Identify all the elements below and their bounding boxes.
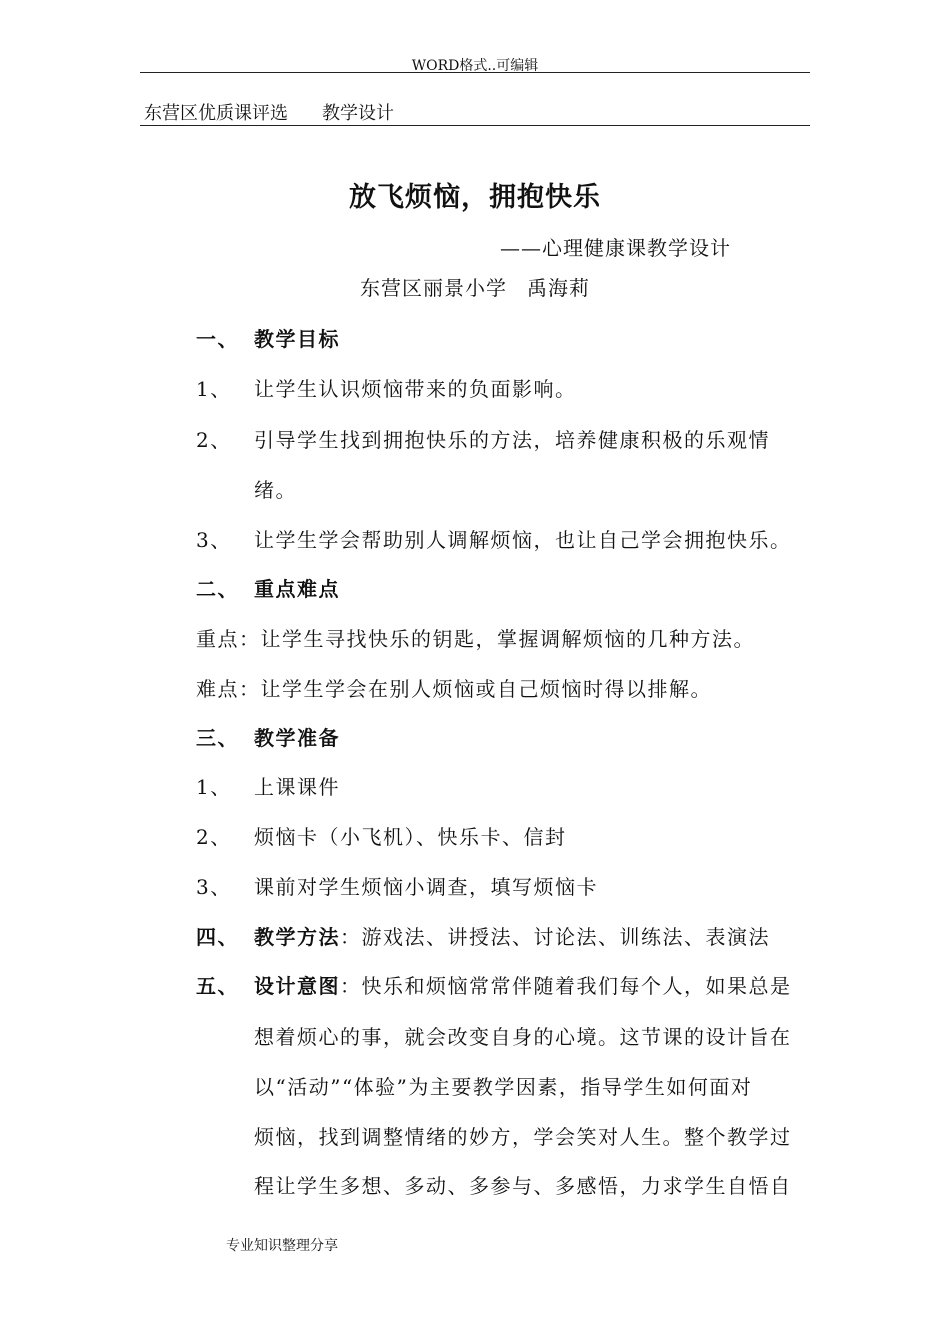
doc-type-label: 教学设计 [322,103,394,124]
section-4-line [254,921,770,950]
section-5-line [254,970,792,999]
header-rule-top [140,72,810,73]
list-item-text: 引导学生找到拥抱快乐的方法，培养健康积极的乐观情 [254,428,770,452]
key-point-text: 重点：让学生寻找快乐的钥匙，掌握调解烦恼的几种方法。 [196,627,755,651]
section-3-heading: 教学准备 [254,726,340,750]
competition-label: 东营区优质课评选 [144,103,288,124]
section-1-number: 一、 [196,327,239,351]
sub-header [144,99,428,125]
list-item-text: 烦恼卡（小飞机）、快乐卡、信封 [254,825,567,849]
page-header-note: WORD格式..可编辑 [411,58,539,74]
paragraph-line: ：快乐和烦恼常常伴随着我们每个人，如果总是 [340,974,792,998]
paragraph-line: 程让学生多想、多动、多参与、多感悟，力求学生自悟自 [254,1174,792,1198]
author-school: 东营区丽景小学 [360,276,507,300]
section-2-heading: 重点难点 [254,577,340,601]
list-item-text: 让学生学会帮助别人调解烦恼，也让自己学会拥抱快乐。 [254,528,792,552]
list-item-text: 课前对学生烦恼小调查，填写烦恼卡 [254,875,598,899]
difficult-point-text: 难点：让学生学会在别人烦恼或自己烦恼时得以排解。 [196,677,712,701]
paragraph-line: 烦恼，找到调整情绪的妙方，学会笑对人生。整个教学过 [254,1125,792,1149]
document-title: 放飞烦恼，拥抱快乐 [349,182,601,213]
author-name: 禹海莉 [527,276,590,300]
section-4-text: ：游戏法、讲授法、讨论法、训练法、表演法 [340,925,770,949]
section-1-heading: 教学目标 [254,327,340,351]
list-item-text: 上课课件 [254,775,340,799]
list-item-continuation: 绪。 [254,478,297,502]
list-item-number: 2、 [196,825,232,849]
section-4-number: 四、 [196,925,239,949]
document-subtitle: ——心理健康课教学设计 [500,236,731,260]
section-5-number: 五、 [196,974,239,998]
list-item-number: 3、 [196,875,232,899]
paragraph-line: 想着烦心的事，就会改变自身的心境。这节课的设计旨在 [254,1025,792,1049]
page-footer: 专业知识整理分享 [226,1238,338,1254]
section-2-number: 二、 [196,577,239,601]
section-4-heading: 教学方法 [254,925,340,949]
author-line [0,272,950,301]
section-3-number: 三、 [196,726,239,750]
list-item-text: 让学生认识烦恼带来的负面影响。 [254,377,577,401]
section-5-heading: 设计意图 [254,974,340,998]
list-item-number: 3、 [196,528,232,552]
paragraph-line: 以“活动”“体验”为主要教学因素，指导学生如何面对 [254,1075,753,1099]
header-rule-bottom [140,125,810,126]
list-item-number: 1、 [196,377,232,401]
list-item-number: 2、 [196,428,232,452]
list-item-number: 1、 [196,775,232,799]
